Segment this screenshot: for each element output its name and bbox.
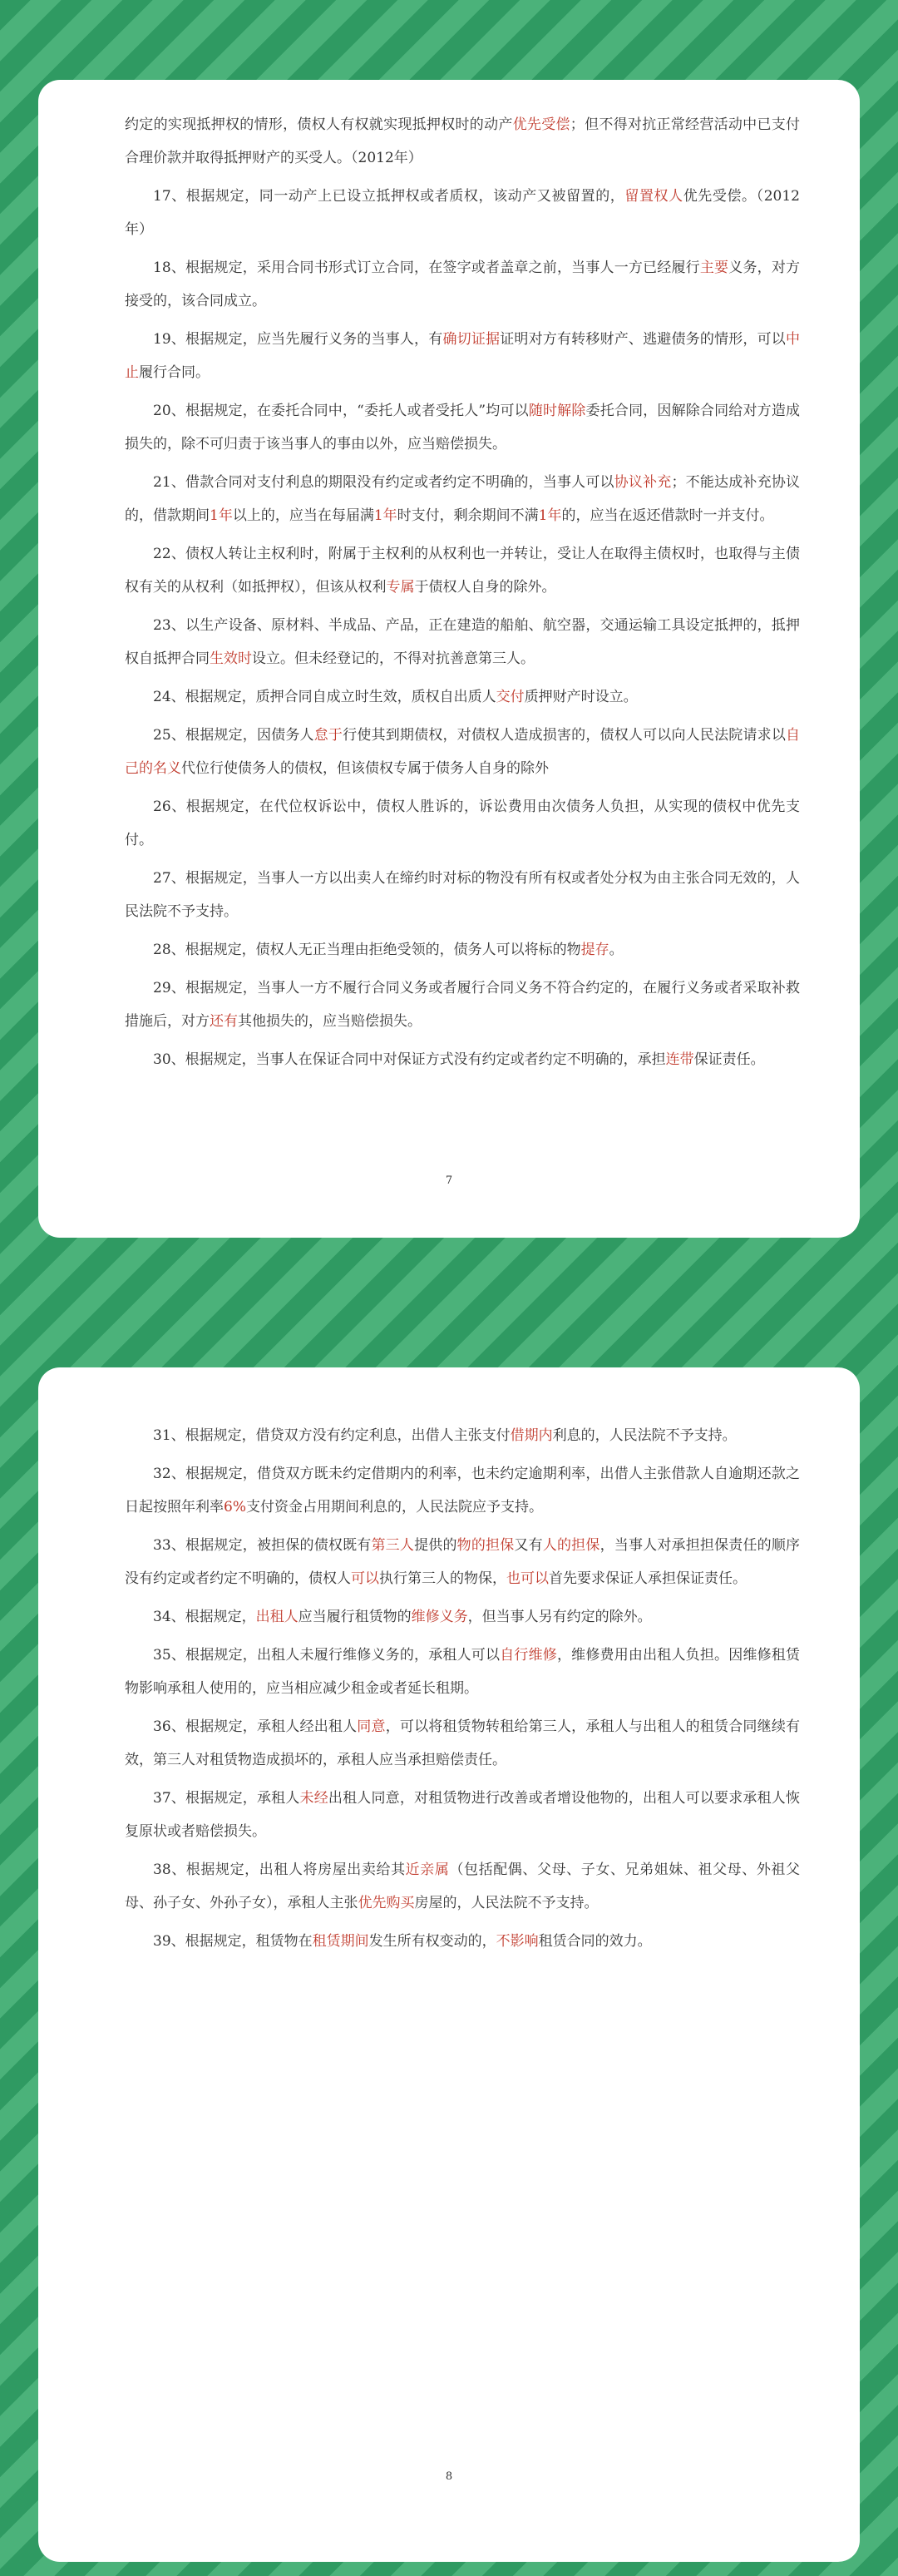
highlighted-term: 协议补充 (614, 474, 672, 491)
page-body (125, 1367, 800, 1958)
highlighted-term: 怠于 (313, 727, 343, 744)
highlighted-term: 自己的名义 (125, 727, 801, 777)
clause-text: ；不能达成补充协议的，借款期间 (125, 474, 801, 524)
clause-paragraph (125, 1457, 800, 1524)
clause-paragraph (125, 1925, 800, 1958)
highlighted-term: 提存 (580, 942, 609, 958)
clause-text: 首先要求保证人承担保证责任。 (549, 1570, 747, 1587)
clause-text: 执行第三人的物保， (379, 1570, 506, 1587)
clause-paragraph (125, 1529, 800, 1595)
clause-text: 39、根据规定，租赁物在 (153, 1933, 313, 1950)
clause-paragraph (125, 1600, 800, 1634)
clause-text: 36、根据规定，承租人经出租人 (153, 1718, 358, 1735)
clause-text: 24、根据规定，质押合同自成立时生效，质权自出质人 (153, 689, 496, 705)
clause-paragraph (125, 680, 800, 714)
clause-text: 行使其到期债权，对债权人造成损害的，债权人可以向人民法院请求以 (343, 727, 787, 744)
page-body (125, 80, 800, 1076)
highlighted-term: 主要 (699, 260, 729, 276)
highlighted-term: 中止 (125, 331, 801, 381)
clause-text: 的，应当在返还借款时一并支付。 (561, 507, 774, 524)
page-number: 8 (445, 2470, 453, 2483)
clause-text: （包括配偶、父母、子女、兄弟姐妹、祖父母、外祖父母、孙子女、外孙子女），承租人主张 (125, 1862, 801, 1911)
clause-text: 履行合同。 (139, 364, 210, 381)
clause-text: 证明对方有转移财产、逃避债务的情形，可以 (500, 331, 787, 348)
clause-paragraph (125, 180, 800, 246)
page-number: 7 (445, 1174, 453, 1187)
highlighted-term: 租赁期间 (312, 1933, 369, 1950)
document-page-8 (38, 1367, 860, 2562)
clause-text: ，可以将租赁物转租给第三人，承租人与出租人的租赁合同继续有效，第三人对租赁物造成损坏的，承租人应当承担赔偿责任。 (125, 1718, 801, 1768)
clause-text: 30、根据规定，当事人在保证合同中对保证方式没有约定或者约定不明确的，承担 (153, 1051, 666, 1068)
highlighted-term: 随时解除 (528, 403, 586, 419)
clause-text: 35、根据规定，出租人未履行维修义务的，承租人可以 (153, 1647, 501, 1664)
clause-paragraph (125, 862, 800, 928)
highlighted-term: 第三人 (371, 1537, 415, 1554)
clause-text: 29、根据规定，当事人一方不履行合同义务或者履行合同义务不符合约定的，在履行义务或者采取补救措施后，对方 (125, 980, 800, 1030)
highlighted-term: 留置权人 (624, 188, 683, 205)
clause-text: 33、根据规定，被担保的债权既有 (153, 1537, 372, 1554)
clause-text: 发生所有权变动的， (368, 1933, 496, 1950)
clause-text: 支付资金占用期间利息的，人民法院应予支持。 (245, 1499, 543, 1515)
clause-paragraph (125, 251, 800, 318)
highlighted-term: 也可以 (506, 1570, 549, 1587)
clause-paragraph (125, 719, 800, 785)
clause-text: ；但不得对抗正常经营活动中已支付合理价款并取得抵押财产的买受人。（2012年） (125, 116, 801, 166)
clause-text: 设立。但未经登记的，不得对抗善意第三人。 (252, 650, 535, 667)
clause-paragraph (125, 1782, 800, 1848)
clause-text: 义务，对方接受的，该合同成立。 (125, 260, 801, 309)
clause-paragraph (125, 1710, 800, 1777)
clause-text: 约定的实现抵押权的情形，债权人有权就实现抵押权时的动产 (125, 116, 513, 133)
highlighted-term: 优先受偿 (512, 116, 570, 133)
clause-text: 38、根据规定，出租人将房屋出卖给其 (153, 1862, 406, 1878)
clause-text: 房屋的，人民法院不予支持。 (414, 1895, 599, 1911)
clause-text: 优先受偿。（2012年） (125, 188, 800, 238)
clause-text: 18、根据规定，采用合同书形式订立合同，在签字或者盖章之前，当事人一方已经履行 (153, 260, 700, 276)
highlighted-term: 生效时 (210, 650, 252, 667)
highlighted-term: 连带 (665, 1051, 694, 1068)
highlighted-term: 出租人 (255, 1609, 299, 1625)
clause-text: 34、根据规定， (153, 1609, 256, 1625)
clause-text: 27、根据规定，当事人一方以出卖人在缔约时对标的物没有所有权或者处分权为由主张合同无效的，人民法院不予支持。 (125, 870, 800, 920)
clause-text: 代位行使债务人的债权，但该债权专属于债务人自身的除外 (181, 760, 549, 777)
clause-paragraph (125, 1853, 800, 1920)
clause-text: 19、根据规定，应当先履行义务的当事人，有 (153, 331, 443, 348)
highlighted-term: 维修义务 (411, 1609, 468, 1625)
clause-text: 应当履行租赁物的 (298, 1609, 412, 1625)
clause-text: 20、根据规定，在委托合同中，“委托人或者受托人”均可以 (153, 403, 529, 419)
highlighted-term: 6% (224, 1499, 246, 1515)
highlighted-term: 人的担保 (542, 1537, 600, 1554)
highlighted-term: 1年 (373, 507, 397, 524)
highlighted-term: 近亲属 (405, 1862, 450, 1878)
clause-paragraph (125, 1043, 800, 1076)
clause-text: 21、借款合同对支付利息的期限没有约定或者约定不明确的，当事人可以 (153, 474, 614, 491)
clause-paragraph (125, 790, 800, 857)
clause-text: 31、根据规定，借贷双方没有约定利息，出借人主张支付 (153, 1427, 511, 1444)
clause-text: ，但当事人另有约定的除外。 (467, 1609, 652, 1625)
clause-text: 于债权人自身的除外。 (414, 579, 556, 596)
clause-paragraph (125, 1419, 800, 1452)
clause-paragraph (125, 323, 800, 389)
clause-text: ，维修费用由出租人负担。因维修租赁物影响承租人使用的，应当相应减少租金或者延长租期。 (125, 1647, 801, 1697)
clause-text: 以上的，应当在每届满 (232, 507, 374, 524)
clause-text: 提供的 (414, 1537, 457, 1554)
highlighted-term: 交付 (496, 689, 525, 705)
clause-paragraph (125, 466, 800, 532)
clause-text: 28、根据规定，债权人无正当理由拒绝受领的，债务人可以将标的物 (153, 942, 581, 958)
clause-text: 又有 (514, 1537, 543, 1554)
highlighted-term: 还有 (210, 1013, 238, 1030)
document-page-7 (38, 80, 860, 1238)
highlighted-term: 专属 (386, 579, 415, 596)
clause-text: 37、根据规定，承租人 (153, 1790, 300, 1807)
clause-text: 22、债权人转让主权利时，附属于主权利的从权利也一并转让，受让人在取得主债权时，也取得与主债权有关的从权利（如抵押权），但该从权利 (125, 546, 800, 596)
clause-text: 23、以生产设备、原材料、半成品、产品，正在建造的船舶、航空器，交通运输工具设定抵押的，抵押权自抵押合同 (125, 617, 800, 667)
clause-paragraph (125, 394, 800, 461)
clause-text: 26、根据规定，在代位权诉讼中，债权人胜诉的，诉讼费用由次债务人负担，从实现的债权中优先支付。 (125, 799, 800, 848)
highlighted-term: 同意 (357, 1718, 386, 1735)
highlighted-term: 借期内 (510, 1427, 553, 1444)
highlighted-term: 不影响 (496, 1933, 539, 1950)
highlighted-term: 物的担保 (456, 1537, 515, 1554)
highlighted-term: 1年 (538, 507, 562, 524)
clause-text: ，当事人对承担担保责任的顺序没有约定或者约定不明确的，债权人 (125, 1537, 801, 1587)
clause-text: 。 (609, 942, 624, 958)
clause-text: 保证责任。 (693, 1051, 765, 1068)
highlighted-term: 确切证据 (442, 331, 501, 348)
highlighted-term: 1年 (210, 507, 233, 524)
clause-text: 出租人同意，对租赁物进行改善或者增设他物的，出租人可以要求承租人恢复原状或者赔偿损失。 (125, 1790, 801, 1840)
clause-paragraph (125, 1639, 800, 1705)
clause-text: 质押财产时设立。 (524, 689, 638, 705)
clause-text: 利息的，人民法院不予支持。 (552, 1427, 737, 1444)
highlighted-term: 优先购买 (358, 1895, 415, 1911)
clause-paragraph (125, 972, 800, 1038)
clause-paragraph (125, 108, 800, 175)
clause-text: 委托合同，因解除合同给对方造成损失的，除不可归责于该当事人的事由以外，应当赔偿损失。 (125, 403, 801, 452)
highlighted-term: 自行维修 (500, 1647, 557, 1664)
clause-text: 租赁合同的效力。 (538, 1933, 652, 1950)
clause-text: 其他损失的，应当赔偿损失。 (238, 1013, 422, 1030)
clause-paragraph (125, 609, 800, 675)
clause-text: 32、根据规定，借贷双方既未约定借期内的利率，也未约定逾期利率，出借人主张借款人自逾期还款之日起按照年利率 (125, 1466, 800, 1515)
highlighted-term: 未经 (299, 1790, 328, 1807)
clause-text: 时支付，剩余期间不满 (397, 507, 539, 524)
clause-paragraph (125, 537, 800, 604)
clause-paragraph (125, 933, 800, 967)
clause-text: 17、根据规定，同一动产上已设立抵押权或者质权，该动产又被留置的， (153, 188, 625, 205)
clause-text: 25、根据规定，因债务人 (153, 727, 314, 744)
highlighted-term: 可以 (351, 1570, 379, 1587)
